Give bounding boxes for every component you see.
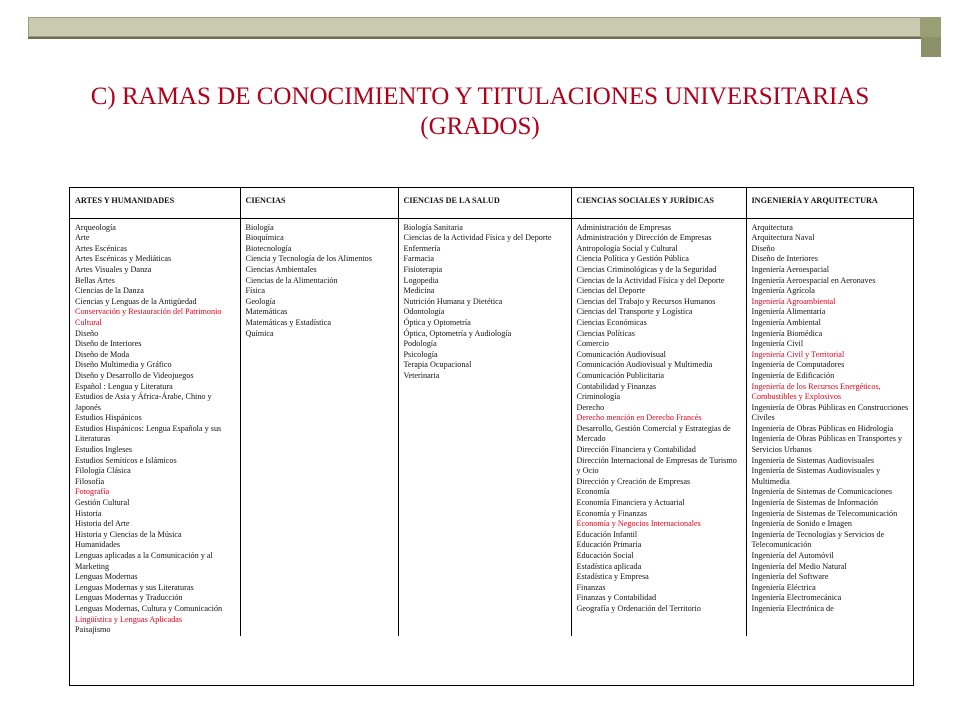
column-header: CIENCIAS (240, 188, 398, 218)
degree-item: Administración y Dirección de Empresas (576, 233, 712, 243)
degree-item: Comunicación Publicitaria (576, 370, 665, 380)
degree-item: Artes Escénicas y Mediáticas (75, 254, 172, 264)
degree-item: Ciencias del Trabajo y Recursos Humanos (576, 296, 716, 306)
degree-item: Historia (75, 508, 102, 518)
column-header: INGENIERÍA Y ARQUITECTURA (746, 188, 914, 218)
degree-item: Matemáticas y Estadística (245, 317, 331, 327)
degree-item: Lenguas Modernas (75, 572, 138, 582)
degree-item: Gestión Cultural (75, 498, 130, 508)
degree-item: Criminología (576, 392, 621, 402)
degree-item: Veterinaria (403, 370, 440, 380)
degree-list (577, 223, 741, 615)
degree-item: Nutrición Humana y Dietética (403, 296, 503, 306)
degree-item: Ciencias Ambientales (245, 264, 317, 274)
degree-item: Podología (403, 339, 437, 349)
degree-item: Matemáticas (245, 307, 288, 317)
degree-item: Bioquímica (245, 233, 284, 243)
degree-item: Arquitectura (751, 222, 793, 232)
degree-item: Paisajismo (75, 625, 111, 635)
degree-item: Diseño Multimedia y Gráfico (75, 360, 172, 370)
degree-item: Contabilidad y Finanzas (576, 381, 657, 391)
degree-list (404, 223, 566, 382)
degree-item: Ingeniería Eléctrica (751, 582, 816, 592)
degree-item: Ciencias de la Danza (75, 286, 144, 296)
degree-item: Ciencias del Deporte (576, 286, 646, 296)
degree-item: Ingeniería Aeroespacial en Aeronaves (751, 275, 876, 285)
degree-item: Ingeniería Agroambiental (751, 296, 836, 306)
degree-item: Estudios Hispánicos (75, 413, 142, 423)
degree-item: Logopedia (403, 275, 439, 285)
degree-item: Ingeniería de Edificación (751, 370, 835, 380)
degree-item: Ingeniería del Medio Natural (751, 561, 847, 571)
degree-item: Ingeniería Ambiental (751, 317, 821, 327)
degree-item: Ingeniería de Tecnologías y Servicios de Telecomunicación (751, 529, 885, 550)
column-cell-ingenieria-arquitectura (746, 218, 914, 636)
degree-item: Finanzas y Contabilidad (576, 593, 657, 603)
degree-item: Educación Social (576, 551, 634, 560)
degree-item: Ingeniería Alimentaria (751, 307, 826, 317)
corner-accent-block-top (921, 17, 941, 37)
degree-item: Ingeniería de los Recursos Energéticos, Combustibles y Explosivos (751, 381, 881, 402)
degree-item: Diseño (75, 328, 99, 338)
degree-item: Educación Primaria (576, 540, 642, 550)
degree-item: Ingeniería Aeroespacial (751, 264, 830, 274)
degree-item: Lenguas Modernas y sus Literaturas (75, 582, 194, 592)
degree-item: Ciencias y Lenguas de la Antigüedad (75, 296, 197, 306)
column-header: CIENCIAS SOCIALES Y JURÍDICAS (571, 188, 746, 218)
degree-item: Diseño de Interiores (751, 254, 818, 264)
degree-item: Ingeniería Civil y Territorial (751, 349, 845, 359)
column-cell-artes-humanidades (70, 218, 240, 636)
degree-item: Ingeniería del Automóvil (751, 551, 834, 560)
degree-item: Estudios Ingleses (75, 445, 133, 455)
degree-item: Historia y Ciencias de la Música (75, 529, 182, 539)
degree-item: Ciencias Políticas (576, 328, 635, 338)
degree-item: Ciencias de la Alimentación (245, 275, 338, 285)
degree-item: Arquitectura Naval (751, 233, 815, 243)
degree-item: Derecho mención en Derecho Francés (576, 413, 702, 423)
degree-item: Ingeniería de Sistemas de Información (751, 498, 878, 508)
degree-item: Terapia Ocupacional (403, 360, 472, 370)
degree-item: Psicología (403, 349, 438, 359)
column-header: ARTES Y HUMANIDADES (70, 188, 240, 218)
degree-item: Estudios Hispánicos: Lengua Española y sus Literaturas (75, 423, 222, 444)
degree-item: Óptica, Optometría y Audiología (403, 328, 512, 338)
degree-item: Arqueología (75, 222, 116, 232)
degree-item: Ingeniería de Sonido e Imagen (751, 519, 852, 529)
degree-item: Física (245, 286, 266, 296)
column-cell-ciencias (240, 218, 398, 636)
degree-item: Economía y Negocios Internacionales (576, 519, 701, 529)
degree-item: Lingüística y Lenguas Aplicadas (75, 614, 183, 624)
degree-list (752, 223, 911, 615)
degree-item: Química (245, 328, 274, 338)
degree-item: Ingeniería Civil (751, 339, 804, 349)
degree-item: Humanidades (75, 540, 121, 550)
degree-item: Estudios de Asia y África-Árabe, Chino y Japonés (75, 392, 212, 412)
degree-item: Educación Infantil (576, 529, 638, 539)
degree-item: Diseño de Interiores (75, 339, 142, 349)
degree-item: Biología Sanitaria (403, 222, 463, 232)
degree-item: Comunicación Audiovisual y Multimedia (576, 360, 713, 370)
degrees-table (70, 188, 914, 636)
degree-item: Bellas Artes (75, 275, 115, 285)
column-header: CIENCIAS DE LA SALUD (398, 188, 571, 218)
degree-item: Diseño de Moda (75, 349, 130, 359)
degree-item: Ingeniería de Computadores (751, 360, 845, 370)
degree-item: Ingeniería Biomédica (751, 328, 823, 338)
degree-item: Ciencias de la Actividad Física y del Deporte (576, 275, 725, 285)
degree-item: Ciencia y Tecnología de los Alimentos (245, 254, 372, 264)
degree-item: Antropología Social y Cultural (576, 243, 678, 253)
degree-item: Ingeniería del Software (751, 572, 829, 582)
degree-item: Conservación y Restauración del Patrimonio Cultural (75, 307, 222, 327)
degree-item: Geografía y Ordenación del Territorio (576, 603, 701, 613)
degree-item: Español : Lengua y Literatura (75, 381, 173, 391)
table-body-row (70, 218, 914, 636)
degree-item: Ciencias Criminológicas y de la Seguridad (576, 264, 717, 274)
degree-item: Odontología (403, 307, 445, 317)
slide-title-line-1: C) RAMAS DE CONOCIMIENTO Y TITULACIONES UNIVERSITARIAS (90, 83, 870, 110)
degree-item: Filosofía (75, 476, 105, 486)
degree-item: Comercio (576, 339, 609, 349)
degree-item: Ingeniería de Obras Públicas en Hidrología (751, 423, 894, 433)
degree-item: Ingeniería Electromecánica (751, 593, 842, 603)
degree-item: Fisioterapia (403, 264, 443, 274)
degree-item: Ingeniería de Obras Públicas en Transportes y Servicios Urbanos (751, 434, 903, 455)
degree-item: Historia del Arte (75, 519, 130, 529)
degree-item: Ingeniería Agrícola (751, 286, 815, 296)
degree-item: Ciencias de la Actividad Física y del Deporte (403, 233, 552, 243)
degree-item: Fotografía (75, 487, 110, 497)
degree-item: Administración de Empresas (576, 222, 672, 232)
degree-item: Estudios Semíticos e Islámicos (75, 455, 177, 465)
degrees-table-frame (69, 187, 914, 686)
table-header-row (70, 188, 914, 218)
degree-item: Geología (245, 296, 276, 306)
degree-item: Comunicación Audiovisual (576, 349, 666, 359)
degree-item: Lenguas Modernas y Traducción (75, 593, 183, 603)
degree-list (75, 223, 235, 636)
degree-item: Economía y Finanzas (576, 508, 647, 518)
degree-item: Diseño (751, 243, 775, 253)
degree-list (246, 223, 393, 340)
degree-item: Economía (576, 487, 610, 497)
degree-item: Estadística y Empresa (576, 572, 649, 582)
column-cell-ciencias-salud (398, 218, 571, 636)
degree-item: Biotecnología (245, 243, 292, 253)
degree-item: Derecho (576, 402, 605, 412)
degree-item: Desarrollo, Gestión Comercial y Estrategias de Mercado (576, 423, 731, 444)
degree-item: Ingeniería de Sistemas de Comunicaciones (751, 487, 893, 497)
degree-item: Ingeniería de Sistemas de Telecomunicación (751, 508, 898, 518)
degree-item: Dirección Internacional de Empresas de Turismo y Ocio (576, 455, 737, 476)
degree-item: Medicina (403, 286, 435, 296)
degree-item: Farmacia (403, 254, 434, 264)
degree-item: Enfermería (403, 243, 441, 253)
slide-title (20, 82, 940, 142)
top-accent-bar (28, 17, 921, 37)
degree-item: Ingeniería de Sistemas Audiovisuales (751, 455, 875, 465)
degree-item: Ciencias Económicas (576, 317, 647, 327)
degree-item: Ingeniería de Sistemas Audiovisuales y Multimedia (751, 466, 881, 486)
degree-item: Filología Clásica (75, 466, 131, 476)
degree-item: Artes Escénicas (75, 243, 128, 253)
degree-item: Finanzas (576, 582, 606, 592)
degree-item: Artes Visuales y Danza (75, 264, 152, 274)
slide-title-line-2: (GRADOS) (420, 113, 540, 140)
degree-item: Dirección y Creación de Empresas (576, 476, 691, 486)
degree-item: Economía Financiera y Actuarial (576, 498, 685, 508)
degree-item: Ciencia Política y Gestión Pública (576, 254, 689, 264)
column-cell-ciencias-sociales-juridicas (571, 218, 746, 636)
degree-item: Óptica y Optometría (403, 317, 471, 327)
degree-item: Estadística aplicada (576, 561, 642, 571)
degree-item: Lenguas aplicadas a la Comunicación y al Marketing (75, 551, 213, 571)
degree-item: Dirección Financiera y Contabilidad (576, 445, 696, 455)
degree-item: Biología (245, 222, 274, 232)
degree-item: Ingeniería de Obras Públicas en Construcciones Civiles (751, 402, 909, 423)
degree-item: Ingeniería Electrónica de (751, 603, 834, 613)
top-accent-line (28, 37, 921, 39)
degree-item: Arte (75, 233, 90, 243)
degree-item: Ciencias del Transporte y Logística (576, 307, 693, 317)
degree-item: Diseño y Desarrollo de Videojuegos (75, 370, 194, 380)
degree-item: Lenguas Modernas, Cultura y Comunicación (75, 603, 223, 613)
